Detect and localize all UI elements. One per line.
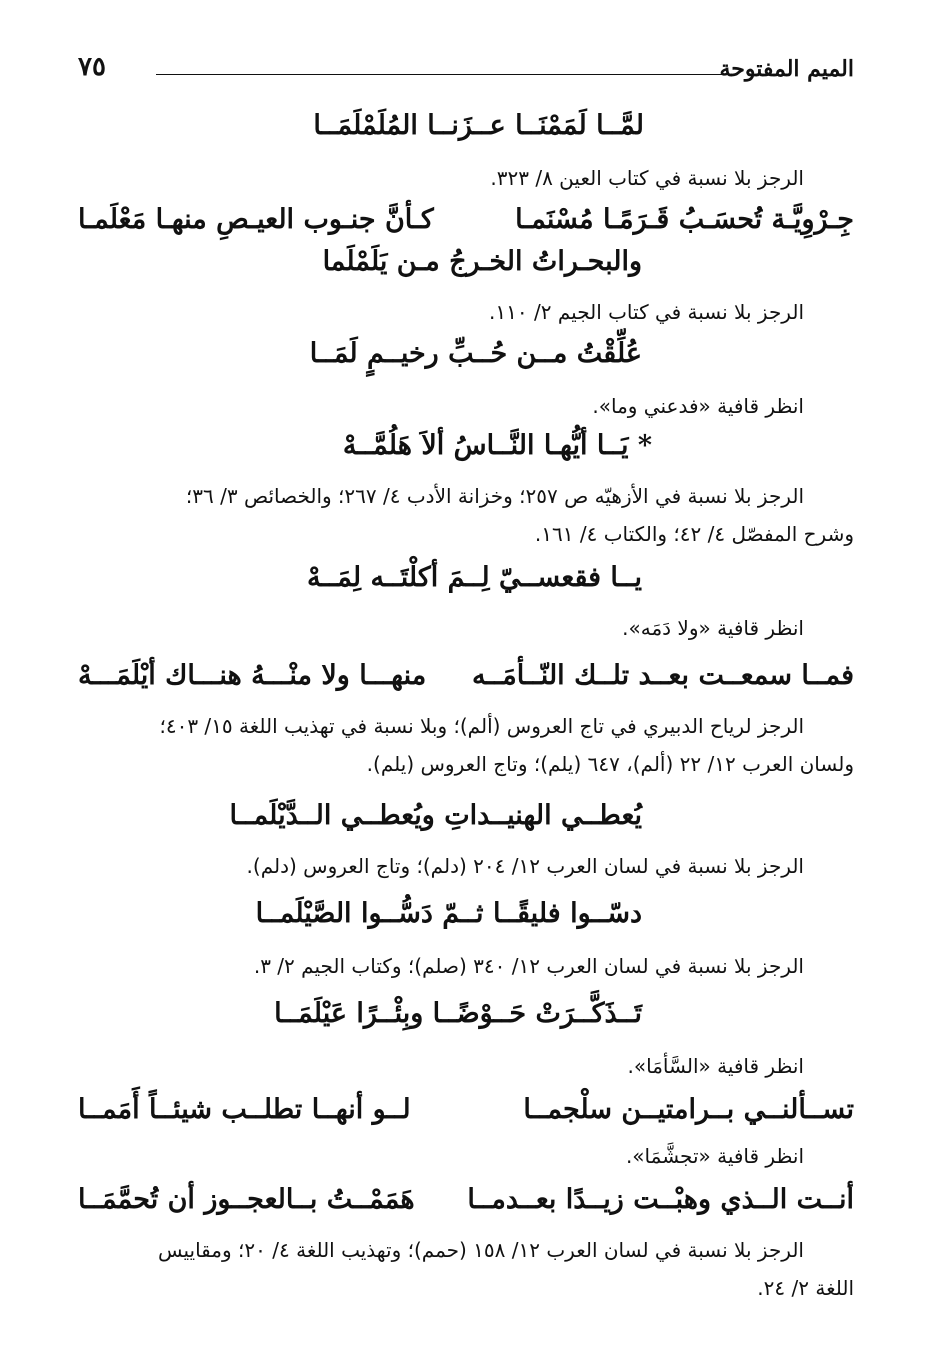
header-rule xyxy=(156,74,736,75)
source-note-line: ولسان العرب ١٢/ ٢٢ (ألم)، ٦٤٧ (يلم)؛ وتاج العروس (يلم). xyxy=(366,752,854,776)
source-note-line: وشرح المفصّل ٤/ ٤٢؛ والكتاب ٤/ ١٦١. xyxy=(534,522,854,546)
source-note-line: اللغة ٢/ ٢٤. xyxy=(757,1276,854,1300)
verse-line: عُلِّقْتُ مــن حُــبِّ رخيــمٍ لَمَــا xyxy=(309,338,642,369)
running-title: الميم المفتوحة xyxy=(719,56,854,82)
verse-line: يــا فقعســيّ لِــمَ أكلْتَــه لِمَــهْ xyxy=(306,562,642,593)
verse-hemistich-left: هَمَمْــتُ بــالعجــوز أن تُحمَّمَــا xyxy=(78,1184,415,1215)
verse-line: * يَــا أيُّهـا النَّــاسُ ألاَ هَلُمَّــهْ xyxy=(342,430,652,461)
verse-hemistich-right: أنــت الــذي وهبْــت زيــدًا بعــدمــا xyxy=(467,1184,854,1215)
verse-hemistich-right: فمــا سمعــت بعــد تلــك النّــأمَــه xyxy=(472,660,854,691)
verse-hemistich-left: منهـــا ولا منْـــهُ هنـــاك أيْلَمَـــهْ xyxy=(78,660,427,691)
source-note: الرجز بلا نسبة في لسان العرب ١٢/ ٢٠٤ (دلم)؛ وتاج العروس (دلم). xyxy=(246,854,804,878)
source-note: الرجز بلا نسبة في لسان العرب ١٢/ ٣٤٠ (صلم)؛ وكتاب الجيم ٢/ ٣. xyxy=(253,954,804,978)
verse-line: يُعطــي الهنيــداتِ ويُعطــي الــدَّيْلَمــا xyxy=(229,800,642,831)
verse-line: تَــذَكَّــرَتْ حَــوْضًــا وبِئْــرًا عَيْلَمَــا xyxy=(274,998,642,1029)
verse-hemistich-left: لــو أنهــا تطلــب شيئــاً أَمَمــا xyxy=(78,1094,411,1125)
source-note: انظر قافية «تجشَّمَا». xyxy=(625,1144,804,1168)
page-number: ٧٥ xyxy=(78,52,106,82)
verse-line: لمَّــا لَمَمْنَــا عــزَنــا المُلَمْلَمَــا xyxy=(313,110,644,141)
source-note-line: الرجز لرياح الدبيري في تاج العروس (ألم)؛ وبلا نسبة في تهذيب اللغة ١٥/ ٤٠٣؛ xyxy=(159,714,804,738)
page-header xyxy=(78,52,854,92)
source-note: انظر قافية «السَّأمَا». xyxy=(627,1054,804,1078)
source-note-line: الرجز بلا نسبة في الأزهيّه ص ٢٥٧؛ وخزانة الأدب ٤/ ٢٦٧؛ والخصائص ٣/ ٣٦؛ xyxy=(185,484,804,508)
source-note: الرجز بلا نسبة في كتاب الجيم ٢/ ١١٠. xyxy=(489,300,804,324)
verse-hemistich-left: كـأنَّ جنـوب العيـصِ منهـا مَعْلَمـا xyxy=(78,204,434,235)
source-note: انظر قافية «فدعني وما». xyxy=(592,394,804,418)
source-note-line: الرجز بلا نسبة في لسان العرب ١٢/ ١٥٨ (حمم)؛ وتهذيب اللغة ٤/ ٢٠؛ ومقاييس xyxy=(157,1238,804,1262)
verse-hemistich-right: تســألنــي بــرامتيــن سلْجمــا xyxy=(523,1094,854,1125)
source-note: الرجز بلا نسبة في كتاب العين ٨/ ٣٢٣. xyxy=(490,166,804,190)
source-note: انظر قافية «ولا دَمَه». xyxy=(622,616,804,640)
verse-line: والبحـراتُ الخـرجُ مـن يَلَمْلَما xyxy=(322,246,642,277)
verse-line: دسّــوا فليقًــا ثــمّ دَسُّــوا الصَّيْلَمــا xyxy=(255,898,642,929)
verse-hemistich-right: جِـرْوِيَّـة تُحسَـبُ قَـرَمًـا مُسْنَمـا xyxy=(515,204,854,235)
